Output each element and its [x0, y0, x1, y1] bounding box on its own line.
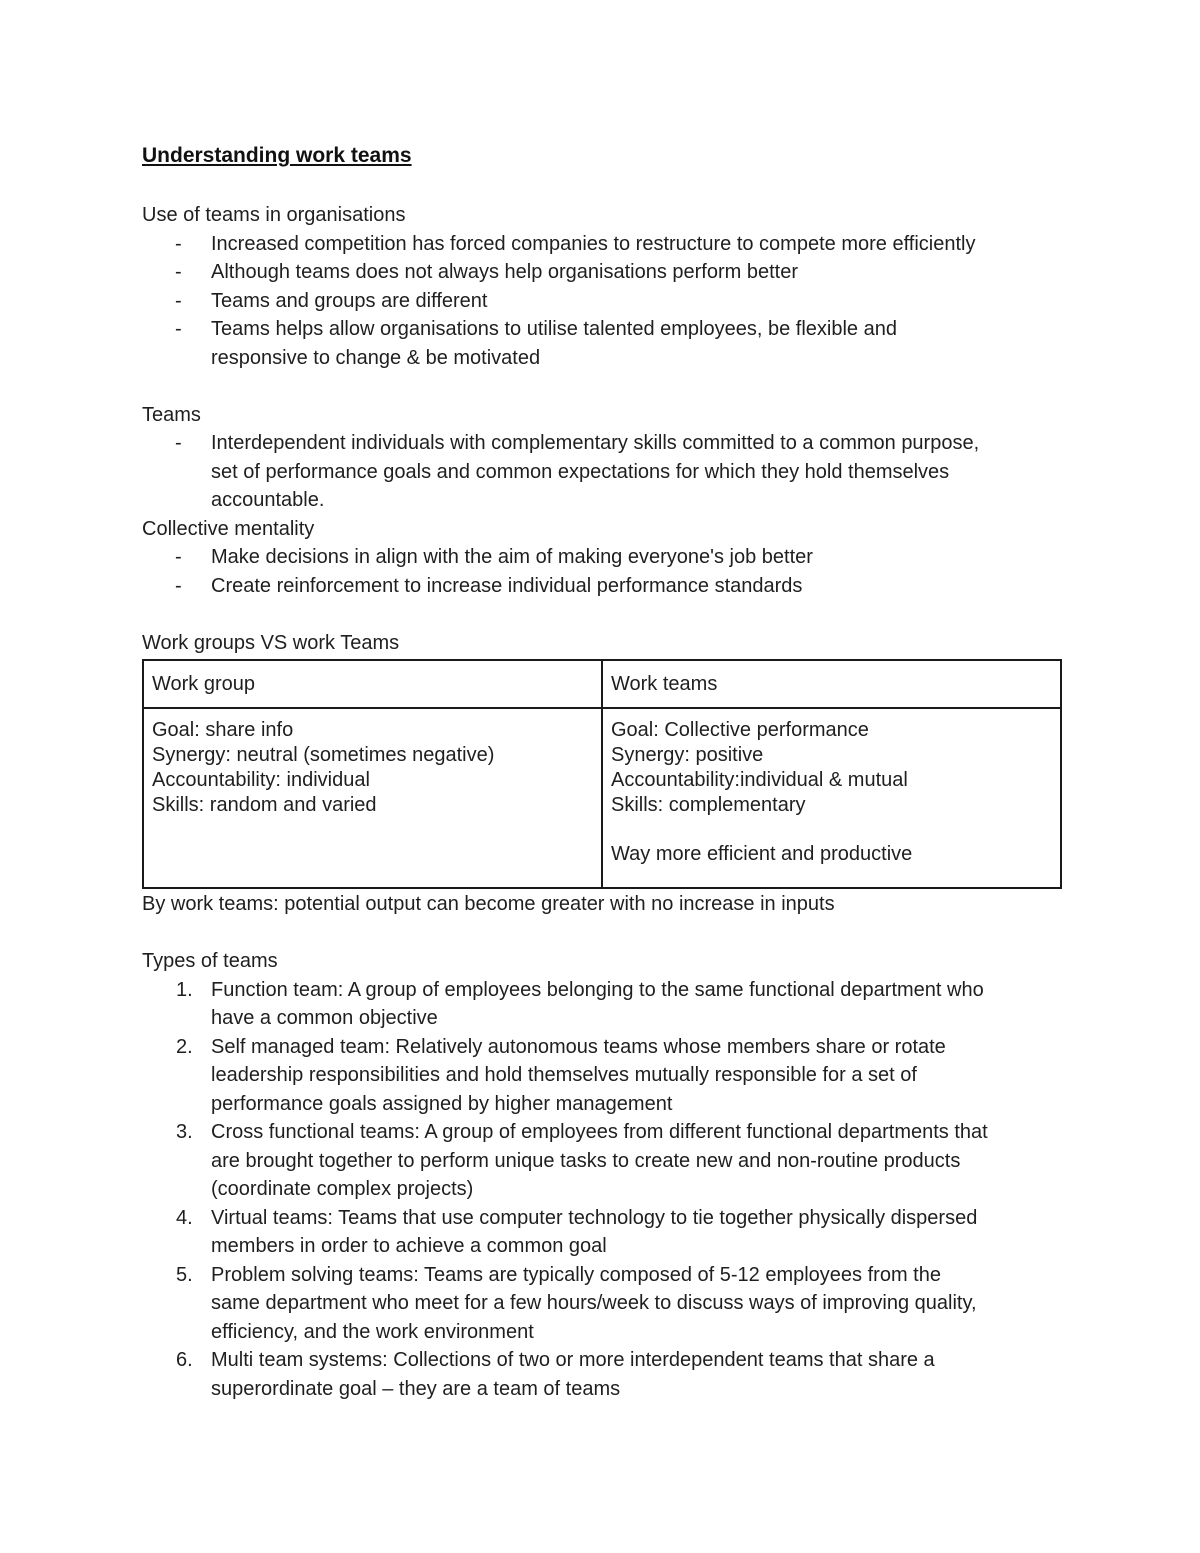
list-item-continuation: set of performance goals and common expectations for which they hold themselves	[211, 460, 950, 483]
document-page	[142, 142, 1062, 1403]
cell-line: Goal: share info	[152, 719, 294, 741]
bullet-dash: -	[175, 432, 182, 454]
table-footnote: By work teams: potential output can become greater with no increase in inputs	[142, 893, 835, 915]
bullet-dash: -	[175, 232, 182, 255]
list-item: - Create reinforcement to increase individual performance standards	[142, 572, 1062, 601]
collective-mentality-list	[142, 543, 1062, 600]
section-heading-collective-mentality: Collective mentality	[142, 517, 315, 540]
item-number: 4.	[176, 1206, 193, 1229]
document-title: Understanding work teams	[142, 144, 412, 167]
list-item: - Although teams does not always help organisations perform better	[142, 258, 1062, 287]
item-number: 5.	[176, 1263, 193, 1286]
comparison-table	[142, 659, 1062, 889]
table-header-cell-work-teams: Work teams	[602, 660, 1061, 708]
use-of-teams-list	[142, 230, 1062, 373]
table-header-row	[143, 660, 1061, 708]
section-heading-use-of-teams: Use of teams in organisations	[142, 204, 406, 226]
numbered-item: 6. Multi team systems: Collections of two or more interdependent teams that share a superordinate goal – they are a team of teams	[142, 1346, 1062, 1403]
teams-list	[142, 429, 1062, 515]
types-of-teams-list	[142, 976, 1062, 1404]
item-number: 3.	[176, 1121, 193, 1143]
bullet-dash: -	[175, 261, 182, 283]
bullet-dash: -	[175, 318, 182, 340]
numbered-item: 4. Virtual teams: Teams that use computer technology to tie together physically dispersed members in order to achieve a common goal	[142, 1204, 1062, 1261]
table-cell-work-teams	[602, 708, 1061, 888]
table-cell-work-group	[143, 708, 602, 888]
list-item-continuation: responsive to change & be motivated	[211, 346, 541, 369]
list-item: - Teams and groups are different	[142, 287, 1062, 316]
section-heading-teams: Teams	[142, 403, 201, 426]
table-row	[143, 708, 1061, 888]
bullet-dash: -	[175, 546, 182, 568]
table-header-cell-work-group: Work group	[143, 660, 602, 708]
cell-line: Skills: complementary	[611, 794, 806, 816]
cell-line: Goal: Collective performance	[611, 719, 869, 741]
cell-line: Synergy: positive	[611, 744, 764, 766]
numbered-item: 1. Function team: A group of employees belonging to the same functional department who have a common objective	[142, 976, 1062, 1033]
cell-line: Accountability:individual & mutual	[611, 769, 908, 791]
item-number: 6.	[176, 1349, 193, 1371]
numbered-item: 2. Self managed team: Relatively autonomous teams whose members share or rotate leadership responsibilities and hold themselves mutually responsible for a set of performance goals assigned by higher management	[142, 1033, 1062, 1119]
section-heading-types-of-teams: Types of teams	[142, 950, 278, 972]
numbered-item: 3. Cross functional teams: A group of employees from different functional departments that are brought together to perform unique tasks to create new and non-routine products (coordinate complex projects)	[142, 1118, 1062, 1204]
cell-line-note: Way more efficient and productive	[611, 843, 913, 865]
bullet-dash: -	[175, 574, 182, 597]
list-item: - Teams helps allow organisations to utilise talented employees, be flexible and	[142, 315, 1062, 344]
section-heading-work-groups-vs-teams: Work groups VS work Teams	[142, 631, 400, 654]
list-item-continuation: accountable.	[211, 489, 325, 511]
list-item: - Increased competition has forced companies to restructure to compete more efficiently	[142, 230, 1062, 259]
cell-spacer	[611, 818, 1052, 842]
cell-line: Synergy: neutral (sometimes negative)	[152, 744, 495, 766]
list-item: - Interdependent individuals with complementary skills committed to a common purpose,	[142, 429, 1062, 458]
cell-line: Skills: random and varied	[152, 794, 377, 816]
list-item: - Make decisions in align with the aim of making everyone's job better	[142, 543, 1062, 572]
item-number: 1.	[176, 978, 193, 1001]
numbered-item: 5. Problem solving teams: Teams are typically composed of 5-12 employees from the same department who meet for a few hours/week to discuss ways of improving quality, efficiency, and the work environment	[142, 1261, 1062, 1347]
item-number: 2.	[176, 1035, 193, 1058]
bullet-dash: -	[175, 289, 182, 312]
cell-line: Accountability: individual	[152, 769, 370, 791]
